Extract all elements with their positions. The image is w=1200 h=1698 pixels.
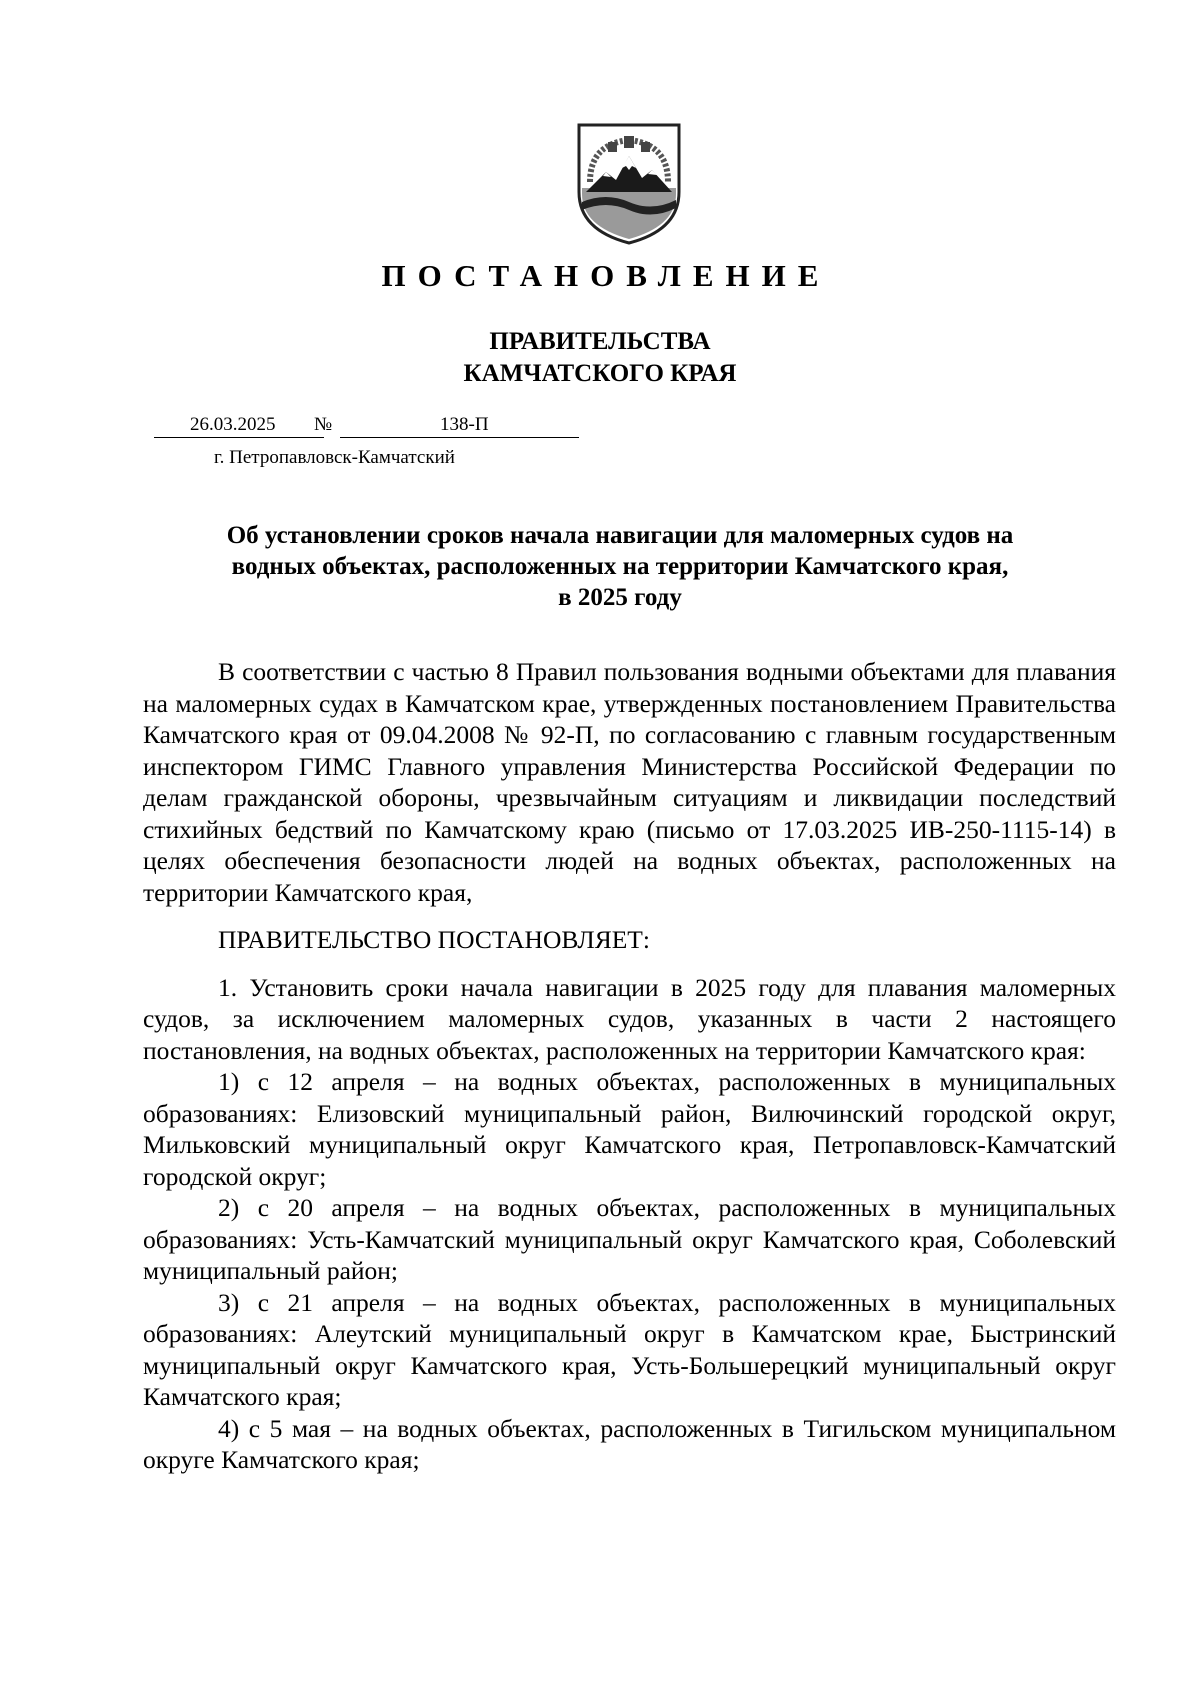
issuer-heading (0, 326, 1200, 390)
number-underline (340, 437, 579, 438)
document-title (160, 520, 1080, 613)
title-line-3: в 2025 году (558, 584, 682, 611)
document-date: 26.03.2025 (190, 414, 276, 435)
kamchatka-coat-of-arms-icon (576, 122, 682, 246)
number-sign: № (314, 414, 333, 435)
decree-statement: ПРАВИТЕЛЬСТВО ПОСТАНОВЛЯЕТ: (218, 925, 650, 954)
sub-item-3: 3) с 21 апреля – на водных объектах, расположенных в муниципальных образованиях: Алеутский муниципальный округ в Камчатском крае, Быстринский муниципальный округ Камчатского края, Усть-Большерецкий муниципальный округ Камчатского края; (143, 1287, 1116, 1411)
issuer-line-2: КАМЧАТСКОГО КРАЯ (463, 360, 737, 387)
document-number: 138-П (440, 414, 489, 435)
preamble-paragraph: В соответствии с частью 8 Правил пользования водными объектами для плавания на маломерных судах в Камчатском крае, утвержденных постановлением Правительства Камчатского края от 09.04.2008 № 92-П, по согласованию с главным государственным инспектором ГИМС Главного управления Министерства Российской Федерации по делам гражданской обороны, чрезвычайным ситуациям и ликвидации последствий стихийных бедствий по Камчатскому краю (письмо от 17.03.2025 ИВ-250-1115-14) в целях обеспечения безопасности людей на водных объектах, расположенных на территории Камчатского края, (143, 657, 1116, 907)
issuer-line-1: ПРАВИТЕЛЬСТВА (489, 328, 711, 355)
sub-item-4: 4) с 5 мая – на водных объектах, расположенных в Тигильском муниципальном округе Камчатского края; (143, 1413, 1116, 1474)
title-line-2: водных объектах, расположенных на территории Камчатского края, (231, 553, 1009, 580)
document-type-heading: ПОСТАНОВЛЕНИЕ (381, 258, 831, 293)
date-underline (154, 437, 324, 438)
city: г. Петропавловск-Камчатский (214, 447, 455, 468)
item-1-paragraph: 1. Установить сроки начала навигации в 2025 году для плавания маломерных судов, за исключением маломерных судов, указанных в части 2 настоящего постановления, на водных объектах, расположенных на территории Камчатского края: (143, 972, 1116, 1065)
sub-item-2: 2) с 20 апреля – на водных объектах, расположенных в муниципальных образованиях: Усть-Камчатский муниципальный округ Камчатского края, Соболевский муниципальный район; (143, 1193, 1116, 1285)
sub-item-1: 1) с 12 апреля – на водных объектах, расположенных в муниципальных образованиях: Елизовский муниципальный район, Вилючинский городской округ, Мильковский муниципальный округ Камчатского края, Петропавловск-Камчатский городской округ; (143, 1067, 1116, 1191)
document-body (143, 656, 1116, 1476)
title-line-1: Об установлении сроков начала навигации для маломерных судов на (226, 522, 1014, 549)
